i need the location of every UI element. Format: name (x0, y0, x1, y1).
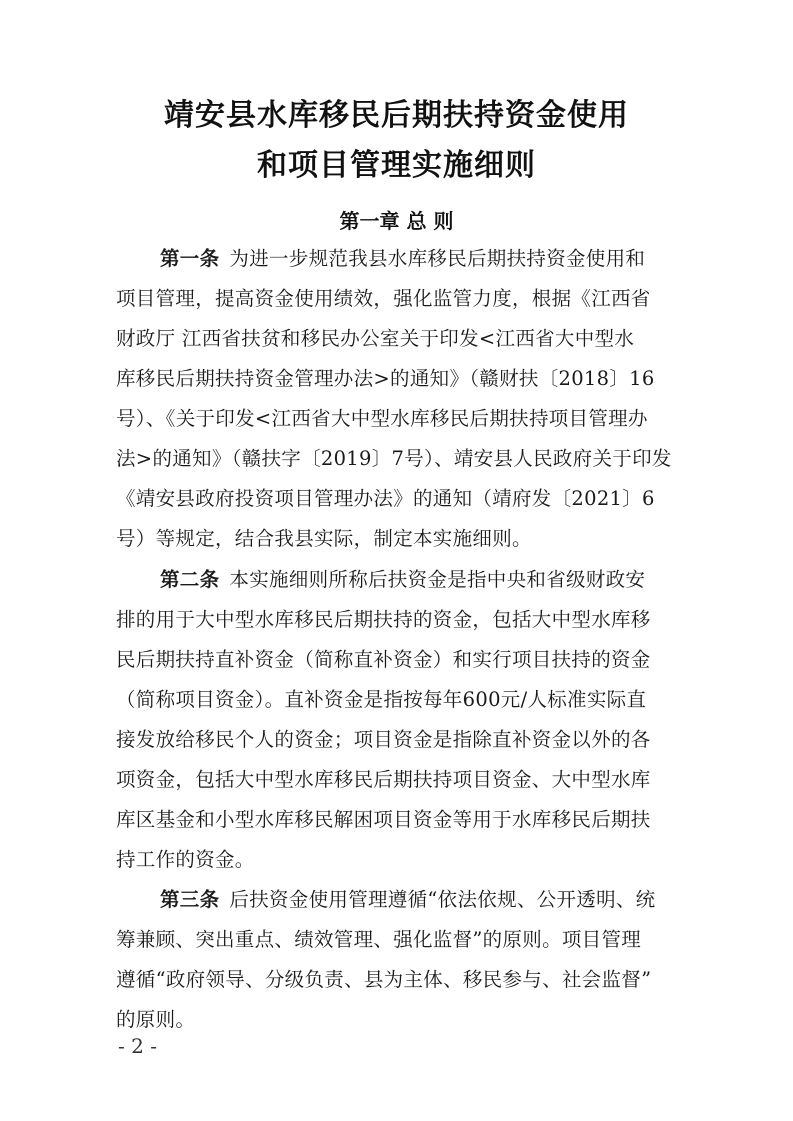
article-3-line: 筹兼顾、突出重点、绩效管理、强化监督”的原则。项目管理 (116, 928, 642, 951)
article-3-line (160, 885, 688, 915)
chapter-heading: 第一章 总 则 (339, 209, 454, 233)
article-2-line: 库区基金和小型水库移民解困项目资金等用于水库移民后期扶 (116, 808, 651, 831)
document-title-line-1: 靖安县水库移民后期扶持资金使用 (164, 98, 629, 133)
article-1-line (160, 244, 688, 274)
article-1-line: 库移民后期扶持资金管理办法>的通知》（赣财扶〔2018〕16 (116, 367, 655, 390)
article-1-line: 《靖安县政府投资项目管理办法》的通知（靖府发〔2021〕6 (116, 487, 655, 510)
article-2-line (160, 565, 688, 595)
article-1-line: 财政厅 江西省扶贫和移民办公室关于印发<江西省大中型水 (116, 327, 635, 350)
article-3-text: 后扶资金使用管理遵循“依法依规、公开透明、统 (229, 888, 656, 911)
article-1-line: 项目管理，提高资金使用绩效，强化监管力度，根据《江西省 (116, 287, 651, 310)
article-3-label: 第三条 (160, 888, 220, 911)
article-2-line: 项资金，包括大中型水库移民后期扶持项目资金、大中型水库 (116, 768, 651, 791)
article-2-label: 第二条 (160, 568, 220, 591)
page-number: - 2 - (118, 1034, 157, 1058)
article-2-line: 排的用于大中型水库移民后期扶持的资金，包括大中型水库移 (116, 608, 651, 631)
document-title-line-2: 和项目管理实施细则 (257, 148, 536, 183)
article-2-line: 持工作的资金。 (116, 848, 255, 871)
article-1-text: 为进一步规范我县水库移民后期扶持资金使用和 (229, 247, 646, 270)
article-1-line: 号）等规定，结合我县实际，制定本实施细则。 (116, 527, 532, 550)
article-2-line: 接发放给移民个人的资金；项目资金是指除直补资金以外的各 (116, 728, 651, 751)
article-1-line: 法>的通知》（赣扶字〔2019〕7号）、靖安县人民政府关于印发 (116, 447, 672, 470)
article-3-line: 的原则。 (116, 1008, 196, 1031)
article-2-line: （简称项目资金）。直补资金是指按每年600元/人标准实际直 (116, 688, 647, 711)
article-2-line: 民后期扶持直补资金（简称直补资金）和实行项目扶持的资金 (116, 648, 651, 671)
article-3-line: 遵循“政府领导、分级负责、县为主体、移民参与、社会监督” (116, 968, 652, 991)
article-2-text: 本实施细则所称后扶资金是指中央和省级财政安 (229, 568, 646, 591)
article-1-line: 号）、《关于印发<江西省大中型水库移民后期扶持项目管理办 (116, 407, 648, 430)
article-1-label: 第一条 (160, 247, 220, 270)
